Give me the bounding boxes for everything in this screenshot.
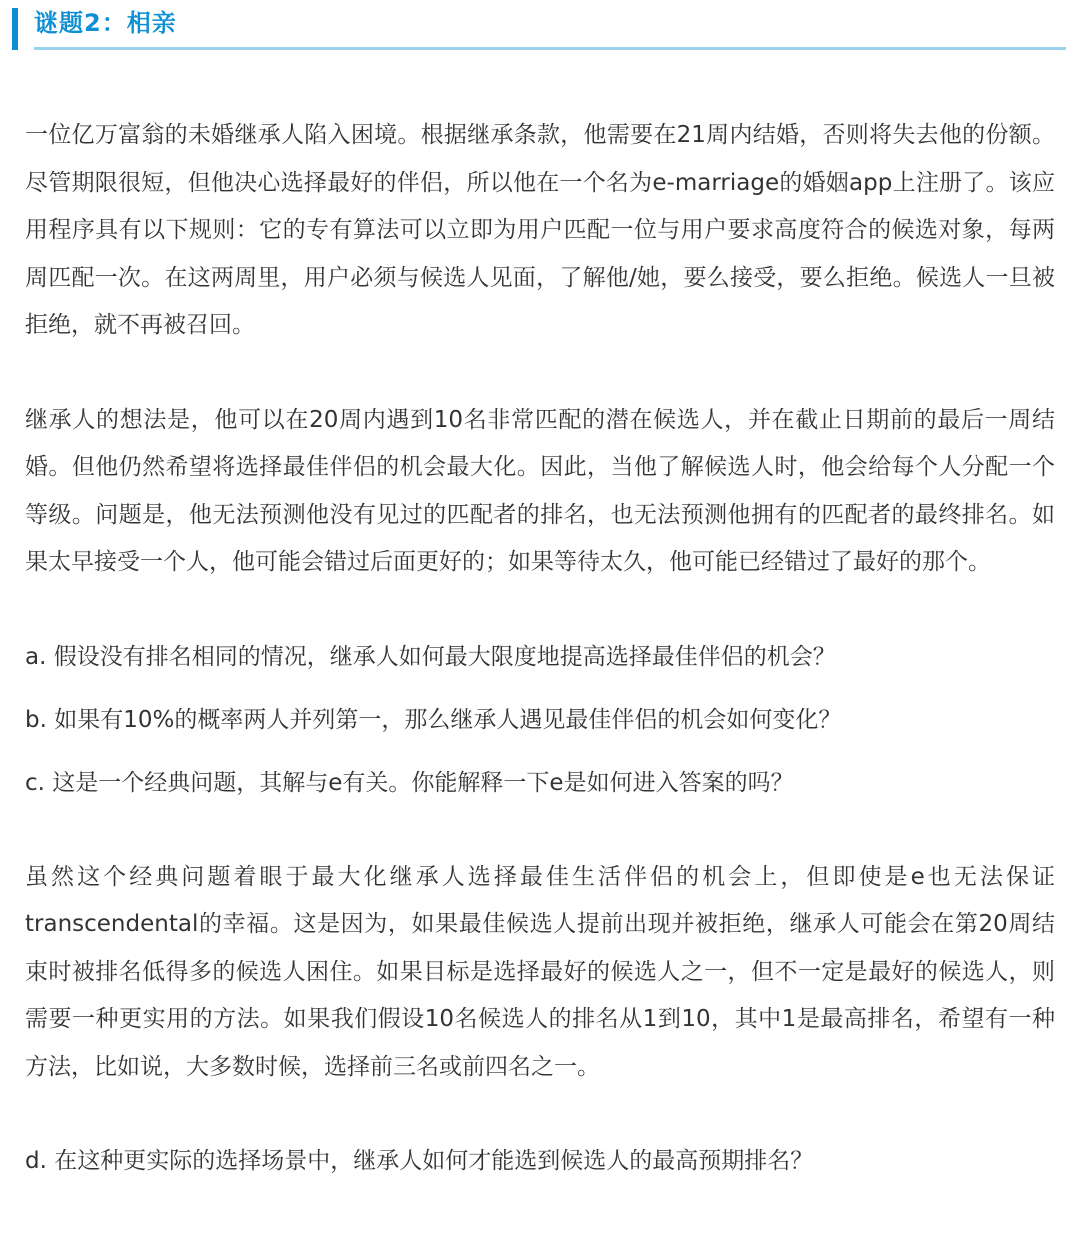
question-c: c. 这是一个经典问题，其解与e有关。你能解释一下e是如何进入答案的吗？ [25, 769, 794, 796]
paragraph-intro: 一位亿万富翁的未婚继承人陷入困境。根据继承条款，他需要在21周内结婚，否则将失去他的份额。尽管期限很短，但他决心选择最好的伴侣，所以他在一个名为e-marriage的婚姻app上注册了。该应用程序具有以下规则：它的专有算法可以立即为用户匹配一位与用户要求高度符合的候选对象，每两周匹配一次。在这两周里，用户必须与候选人见面，了解他/她，要么接受，要么拒绝。候选人一旦被拒绝，就不再被召回。 [25, 122, 1055, 338]
header-underline [34, 47, 1066, 50]
question-d: d. 在这种更实际的选择场景中，继承人如何才能选到候选人的最高预期排名？ [25, 1148, 814, 1174]
article-body [25, 112, 1055, 1185]
section-header [12, 4, 1066, 50]
section-title: 谜题2：相亲 [34, 9, 177, 37]
paragraph-practical: 虽然这个经典问题着眼于最大化继承人选择最佳生活伴侣的机会上，但即使是e也无法保证transcendental的幸福。这是因为，如果最佳候选人提前出现并被拒绝，继承人可能会在第20周结束时被排名低得多的候选人困住。如果目标是选择最好的候选人之一，但不一定是最好的候选人，则需要一种更实用的方法。如果我们假设10名候选人的排名从1到10，其中1是最高排名，希望有一种方法，比如说，大多数时候，选择前三名或前四名之一。 [25, 863, 1055, 1080]
header-accent-bar [12, 8, 18, 50]
question-group-1 [25, 634, 1055, 807]
question-a: a. 假设没有排名相同的情况，继承人如何最大限度地提高选择最佳伴侣的机会？ [25, 643, 836, 670]
paragraph-strategy: 继承人的想法是，他可以在20周内遇到10名非常匹配的潜在候选人，并在截止日期前的最后一周结婚。但他仍然希望将选择最佳伴侣的机会最大化。因此，当他了解候选人时，他会给每个人分配一个等级。问题是，他无法预测他没有见过的匹配者的排名，也无法预测他拥有的匹配者的最终排名。如果太早接受一个人，他可能会错过后面更好的；如果等待太久，他可能已经错过了最好的那个。 [25, 406, 1055, 575]
question-b: b. 如果有10%的概率两人并列第一，那么继承人遇见最佳伴侣的机会如何变化？ [25, 706, 842, 733]
question-group-2 [25, 1138, 1055, 1185]
